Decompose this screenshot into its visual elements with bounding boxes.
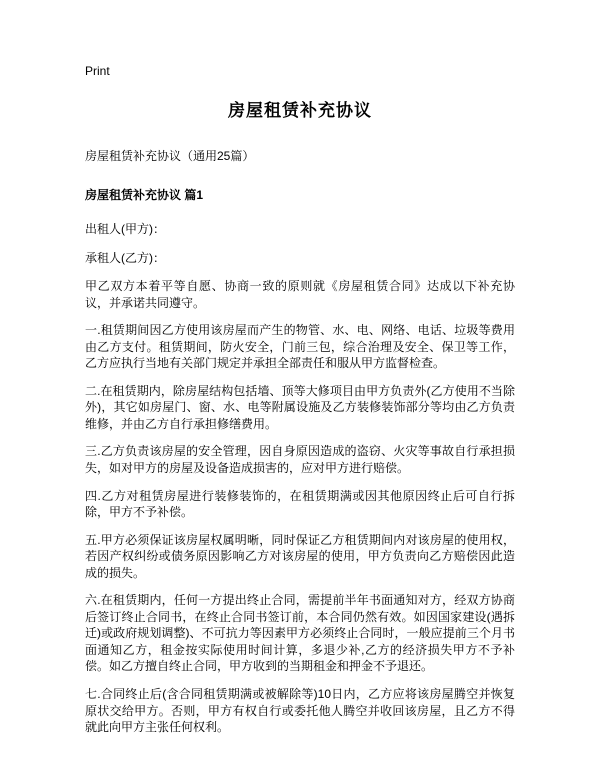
paragraph-clause-6: 六.在租赁期内，任何一方提出终止合同，需提前半年书面通知对方，经双方协商后签订终止合同书，在终止合同书签订前，本合同仍然有效。如因国家建设(遇拆迁)或政府规划调整)、不可抗力等因素甲方必须终止合同时，一般应提前三个月书面通知乙方，租金按实际使用时间计算，多退少补,乙方的经济损失甲方不予补偿。如乙方擅自终止合同，甲方收到的当期租金和押金不予退还。 [85,593,515,674]
paragraph-intro: 甲乙双方本着平等自愿、协商一致的原则就《房屋租赁合同》达成以下补充协议，并承诺共同遵守。 [85,279,515,310]
paragraph-lessee: 承租人(乙方)： [85,250,165,265]
paragraph-clause-3: 三.乙方负责该房屋的安全管理，因自身原因造成的盗窃、火灾等事故自行承担损失，如对甲方的房屋及设备造成损害的，应对甲方进行赔偿。 [85,444,515,476]
paragraph-clause-5: 五.甲方必须保证该房屋权属明晰，同时保证乙方租赁期间内对该房屋的使用权，若因产权纠纷或债务原因影响乙方对该房屋的使用，甲方负责向乙方赔偿因此造成的损失。 [85,532,515,580]
paragraph-clause-1: 一.租赁期间因乙方使用该房屋而产生的物管、水、电、网络、电话、垃圾等费用由乙方支付。租赁期间，防火安全，门前三包，综合治理及安全、保卫等工作，乙方应执行当地有关部门规定并承担全部责任和服从甲方监督检查。 [85,323,515,371]
paragraph-lessor: 出租人(甲方)： [85,222,165,236]
print-link[interactable]: Print [85,64,110,78]
section-heading: 房屋租赁补充协议 篇1 [85,188,204,202]
paragraph-clause-2: 二.在租赁期内，除房屋结构包括墙、顶等大修项目由甲方负责外(乙方使用不当除外)，其它如房屋门、窗、水、电等附属设施及乙方装修装饰部分等均由乙方负责维修，并由乙方自行承担修缮费用。 [85,383,515,431]
page-title: 房屋租赁补充协议 [228,101,372,120]
paragraph-clause-4: 四.乙方对租赁房屋进行装修装饰的，在租赁期满或因其他原因终止后可自行拆除，甲方不予补偿。 [85,488,515,520]
doc-subtitle: 房屋租赁补充协议（通用25篇） [85,149,255,163]
paragraph-clause-7: 七.合同终止后(含合同租赁期满或被解除等)10日内，乙方应将该房屋腾空并恢复原状交给甲方。否则，甲方有权自行或委托他人腾空并收回该房屋，且乙方不得就此向甲方主张任何权利。 [85,687,515,735]
